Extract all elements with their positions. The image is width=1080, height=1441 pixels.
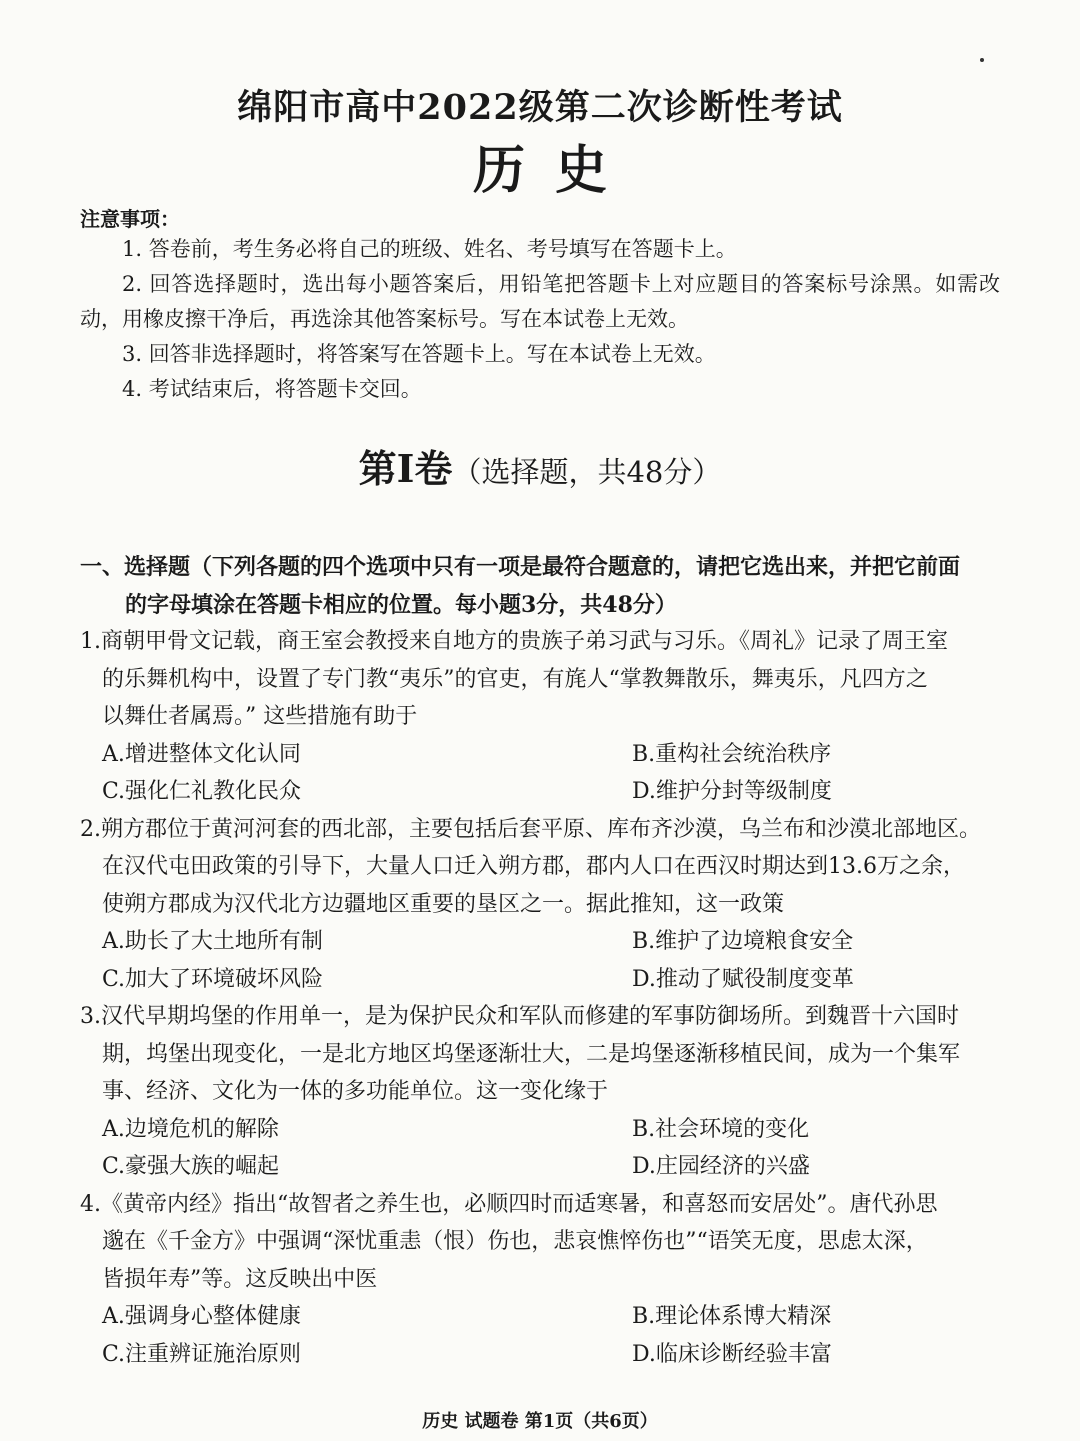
note-item: 3. 回答非选择题时，将答案写在答题卡上。写在本试卷上无效。 xyxy=(122,342,716,366)
stem-line: 3.汉代早期坞堡的作用单一，是为保护民众和军队而修建的军事防御场所。到魏晋十六国时 xyxy=(80,1004,959,1029)
section-subtitle: （选择题，共48分） xyxy=(452,455,722,489)
option-d: D.维护分封等级制度 xyxy=(632,779,832,804)
question-4 xyxy=(80,1186,1005,1374)
section-title: 第Ⅰ卷 xyxy=(358,446,453,491)
stem-line: 皆损年寿”等。这反映出中医 xyxy=(102,1266,378,1292)
subject-title: 历史 xyxy=(472,140,637,201)
option-d: D.推动了赋役制度变革 xyxy=(632,966,854,992)
option-c: C.加大了环境破坏风险 xyxy=(102,966,324,992)
question-list xyxy=(80,623,1005,1373)
stem-line: 在汉代屯田政策的引导下，大量人口迁入朔方郡，郡内人口在西汉时期达到13.6万之余， xyxy=(102,854,965,879)
question-2 xyxy=(80,811,1005,999)
stem-line: 邈在《千金方》中强调“深忧重恚（恨）伤也，悲哀憔悴伤也”“语笑无度，思虑太深， xyxy=(102,1229,928,1254)
scan-speck xyxy=(980,58,984,62)
notes-heading: 注意事项： xyxy=(80,207,180,231)
options xyxy=(80,736,1005,811)
option-a: A.助长了大土地所有制 xyxy=(102,929,323,954)
question-stem xyxy=(80,623,1005,736)
stem-line: 的乐舞机构中，设置了专门教“夷乐”的官吏，有旄人“掌教舞散乐，舞夷乐，凡四方之 xyxy=(102,666,928,692)
option-a: A.强调身心整体健康 xyxy=(102,1304,301,1329)
page-footer: 历史 试题卷 第1页（共6页） xyxy=(422,1411,658,1432)
stem-line: 2.朔方郡位于黄河河套的西北部，主要包括后套平原、库布齐沙漠，乌兰布和沙漠北部地区。 xyxy=(80,816,981,842)
notes-list xyxy=(80,232,1000,407)
instructions-line: 一、选择题（下列各题的四个选项中只有一项是最符合题意的，请把它选出来，并把它前面 xyxy=(80,554,961,580)
options xyxy=(80,1298,1005,1373)
options xyxy=(80,923,1005,998)
option-b: B.维护了边境粮食安全 xyxy=(632,929,854,954)
question-3 xyxy=(80,998,1005,1186)
option-b: B.重构社会统治秩序 xyxy=(632,741,832,767)
exam-title: 绵阳市高中2022级第二次诊断性考试 xyxy=(237,87,843,128)
option-b: B.理论体系博大精深 xyxy=(632,1304,832,1329)
option-d: D.临床诊断经验丰富 xyxy=(632,1341,832,1367)
stem-line: 期，坞堡出现变化，一是北方地区坞堡逐渐壮大，二是坞堡逐渐移植民间，成为一个集军 xyxy=(102,1041,961,1067)
section-heading xyxy=(0,438,1080,493)
option-c: C.注重辨证施治原则 xyxy=(102,1341,302,1367)
note-item: 2. 回答选择题时，选出每小题答案后，用铅笔把答题卡上对应题目的答案标号涂黑。如需改动，用橡皮擦干净后，再选涂其他答案标号。写在本试卷上无效。 xyxy=(80,272,1000,331)
note-item: 4. 考试结束后，将答题卡交回。 xyxy=(122,377,422,401)
question-instructions xyxy=(80,548,1005,624)
stem-line: 4.《黄帝内经》指出“故智者之养生也，必顺四时而适寒暑，和喜怒而安居处”。唐代孙思 xyxy=(80,1191,938,1217)
option-b: B.社会环境的变化 xyxy=(632,1116,810,1142)
question-stem xyxy=(80,1186,1005,1299)
note-item: 1. 答卷前，考生务必将自己的班级、姓名、考号填写在答题卡上。 xyxy=(122,237,737,261)
question-stem xyxy=(80,811,1005,924)
stem-line: 事、经济、文化为一体的多功能单位。这一变化缘于 xyxy=(102,1079,609,1104)
option-c: C.豪强大族的崛起 xyxy=(102,1154,280,1179)
stem-line: 使朔方郡成为汉代北方边疆地区重要的垦区之一。据此推知，这一政策 xyxy=(102,891,785,917)
stem-line: 以舞仕者属焉。” 这些措施有助于 xyxy=(102,704,418,729)
options xyxy=(80,1111,1005,1186)
option-c: C.强化仁礼教化民众 xyxy=(102,779,302,804)
question-1 xyxy=(80,623,1005,811)
option-a: A.增进整体文化认同 xyxy=(102,741,301,767)
option-a: A.边境危机的解除 xyxy=(102,1116,279,1142)
stem-line: 1.商朝甲骨文记载，商王室会教授来自地方的贵族子弟习武与习乐。《周礼》记录了周王室 xyxy=(80,629,948,654)
option-d: D.庄园经济的兴盛 xyxy=(632,1154,810,1179)
question-stem xyxy=(80,998,1005,1111)
instructions-line: 的字母填涂在答题卡相应的位置。每小题3分，共48分） xyxy=(125,592,677,618)
